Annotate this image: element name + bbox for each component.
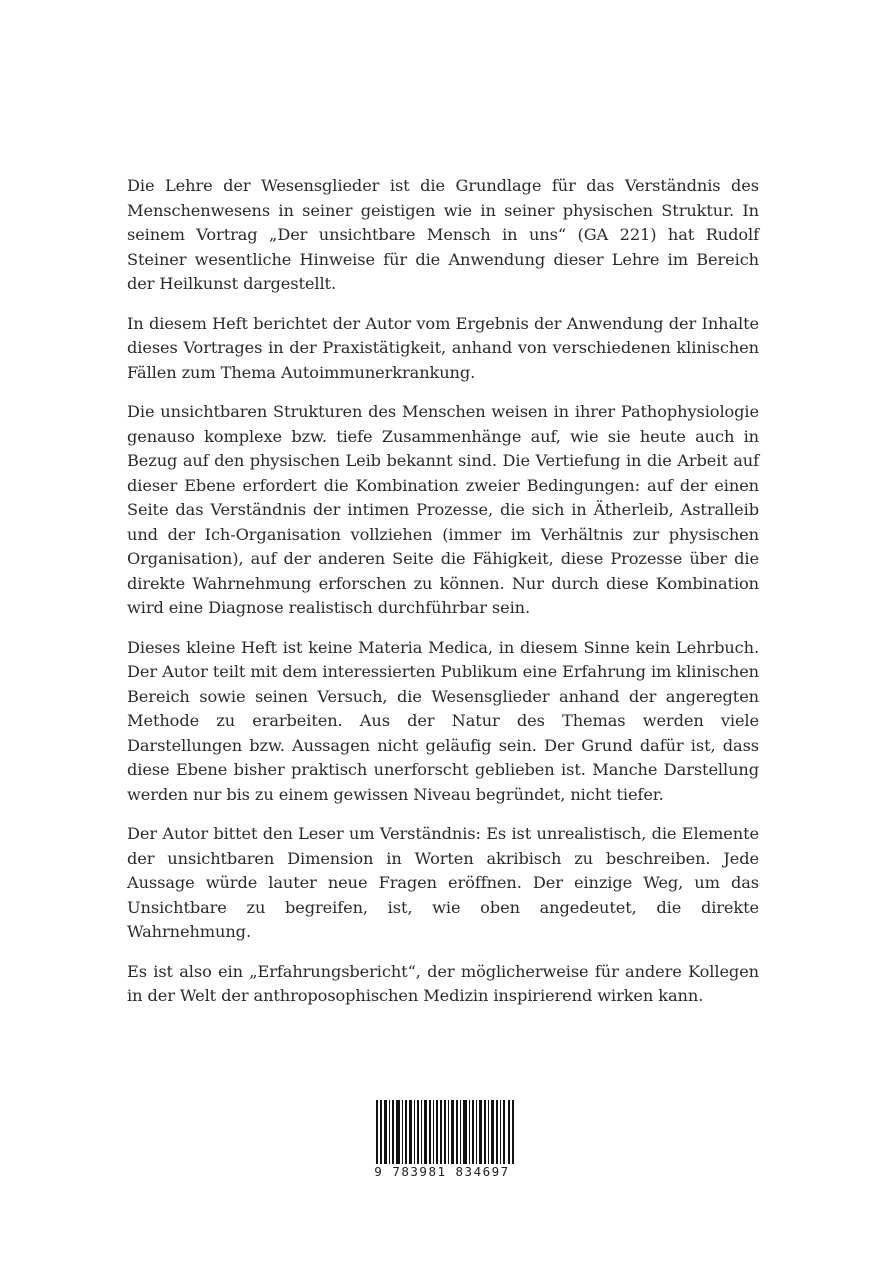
paragraph-6: Es ist also ein „Erfahrungsbericht“, der möglicherweise für andere Kollegen in der Welt der anthroposophischen Medizin inspirierend wirken kann. (127, 961, 759, 1005)
paragraph-3: Die unsichtbaren Strukturen des Menschen weisen in ihrer Pathophysiologie genauso komplexe bzw. tiefe Zusammenhänge auf, wie sie heute auch in Bezug auf den physischen Leib bekannt sind. Die Vertiefung in die Arbeit auf dieser Ebene erfordert die Kombination zweier Bedingungen: auf der einen Seite das Verständnis der intimen Prozesse, die sich in Ätherleib, Astralleib und der Ich-Organisation vollziehen (immer im Verhältnis zur physischen Organisation), auf der anderen Seite die Fähigkeit, diese Prozesse über die direkte Wahrnehmung erforschen zu können. Nur durch diese Kombination wird eine Diagnose realistisch durchführbar sein. (127, 402, 759, 617)
paragraph-4: Dieses kleine Heft ist keine Materia Medica, in diesem Sinne kein Lehrbuch. Der Autor teilt mit dem interessierten Publikum eine Erfahrung im klinischen Bereich sowie seinen Versuch, die Wesensglieder anhand der angeregten Methode zu erarbeiten. Aus der Natur des Themas werden viele Darstellungen bzw. Aussagen nicht geläufig sein. Der Grund dafür ist, dass diese Ebene bisher praktisch unerforscht geblieben ist. Manche Darstellung werden nur bis zu einem gewissen Niveau begründet, nicht tiefer. (127, 637, 759, 804)
isbn-barcode (362, 1100, 522, 1190)
paragraph-5: Der Autor bittet den Leser um Verständnis: Es ist unrealistisch, die Elemente der unsichtbaren Dimension in Worten akribisch zu beschreiben. Jede Aussage würde lauter neue Fragen eröffnen. Der einzige Weg, um das Unsichtbare zu begreifen, ist, wie oben angedeutet, die direkte Wahrnehmung. (127, 824, 759, 941)
paragraph-1: Die Lehre der Wesensglieder ist die Grundlage für das Verständnis des Menschenwesens in seiner geistigen wie in seiner physischen Struktur. In seinem Vortrag „Der unsichtbare Mensch in uns“ (GA 221) hat Rudolf Steiner wesentliche Hinweise für die Anwendung dieser Lehre im Bereich der Heilkunst dargestellt. (127, 176, 759, 293)
paragraph-2: In diesem Heft berichtet der Autor vom Ergebnis der Anwendung der Inhalte dieses Vortrages in der Praxistätigkeit, anhand von verschiedenen klinischen Fällen zum Thema Autoimmunerkrankung. (127, 313, 759, 382)
isbn-digits: 9 783981 834697 (362, 1164, 522, 1180)
blurb-text (127, 174, 759, 1024)
